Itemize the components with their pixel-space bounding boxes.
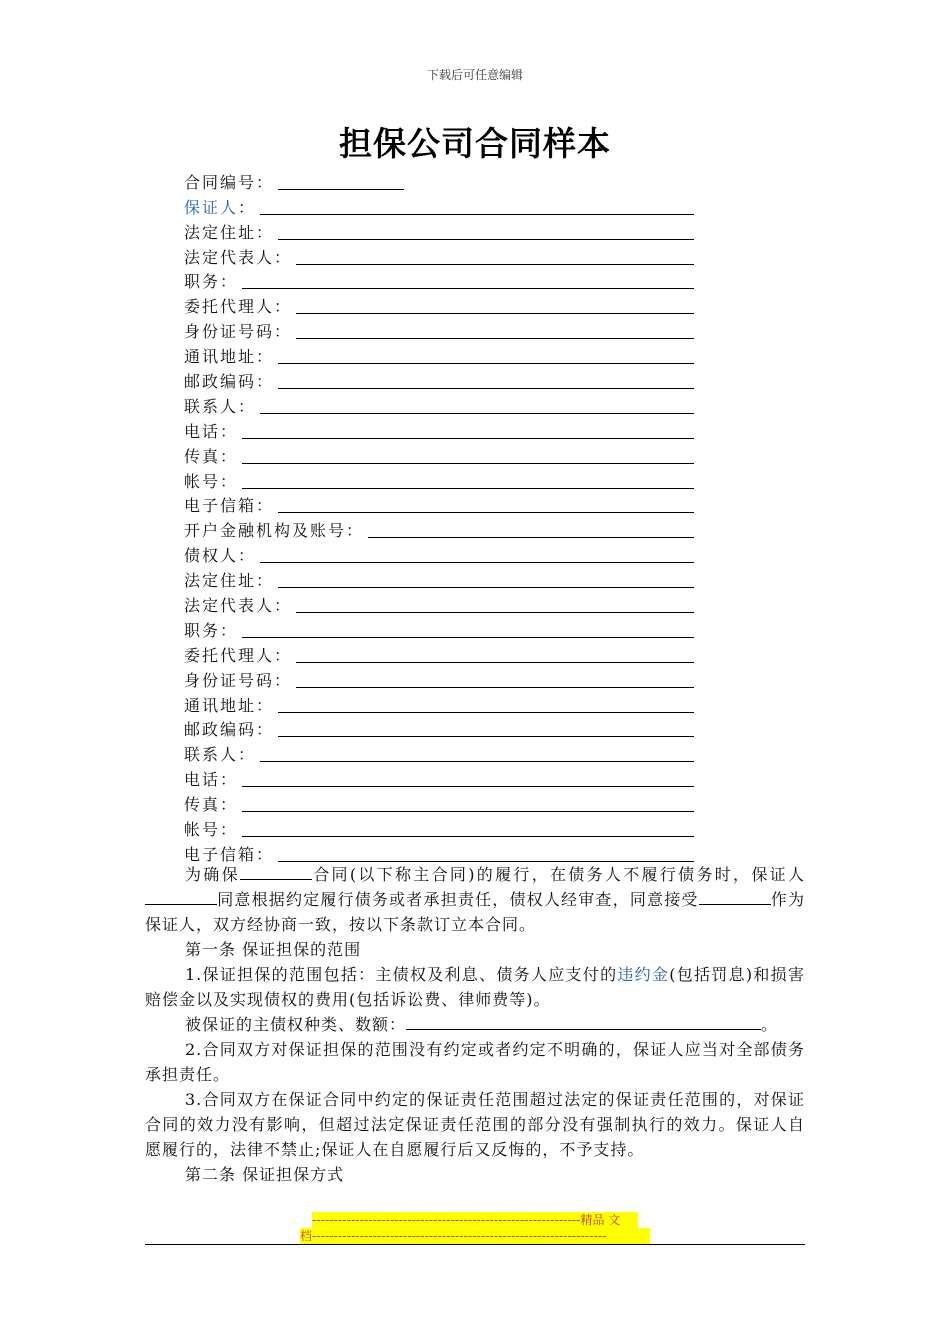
field-colon: ： xyxy=(238,197,257,217)
intro-text-4: 作为保证人，双方经协商一致，按以下条款订立本合同。 xyxy=(145,890,805,934)
field-colon: ： xyxy=(238,546,257,566)
field-label: 联系人 xyxy=(184,396,239,416)
field-blank[interactable] xyxy=(260,546,694,563)
field-colon: ： xyxy=(274,297,293,317)
field-row xyxy=(184,467,694,492)
field-label: 通讯地址 xyxy=(184,347,257,367)
field-label: 通讯地址 xyxy=(184,695,257,715)
field-colon: ： xyxy=(256,222,275,242)
field-blank[interactable] xyxy=(242,447,694,464)
field-row xyxy=(184,790,694,815)
field-blank[interactable] xyxy=(278,173,404,190)
field-colon: ： xyxy=(274,645,293,665)
field-colon: ： xyxy=(274,322,293,342)
field-blank[interactable] xyxy=(260,745,694,762)
article-1-heading: 第一条 保证担保的范围 xyxy=(185,940,362,959)
field-row xyxy=(184,641,694,666)
footer-rule xyxy=(145,1244,805,1245)
field-row xyxy=(184,292,694,317)
footer-row-2: 档-------------------------------------------------------------------- xyxy=(300,1228,650,1244)
field-blank[interactable] xyxy=(278,571,694,588)
field-colon: ： xyxy=(346,521,365,541)
penalty-link[interactable]: 违约金 xyxy=(617,965,670,984)
article-1-clause-1-sub xyxy=(145,1012,805,1037)
field-colon: ： xyxy=(220,770,239,790)
field-blank[interactable] xyxy=(242,422,694,439)
field-blank[interactable] xyxy=(242,770,694,787)
field-colon: ： xyxy=(238,745,257,765)
field-row xyxy=(184,243,694,268)
intro-paragraph xyxy=(145,862,805,937)
field-label: 电话 xyxy=(184,421,221,441)
field-label: 职务 xyxy=(184,272,221,292)
field-row xyxy=(184,666,694,691)
field-row xyxy=(184,815,694,840)
document-title: 担保公司合同样本 xyxy=(339,124,611,163)
field-colon: ： xyxy=(220,272,239,292)
clause-1-sub-end: 。 xyxy=(761,1015,779,1034)
article-2-heading: 第二条 保证担保方式 xyxy=(185,1165,345,1184)
intro-text-2: 合同(以下称主合同)的履行，在债务人不履行债务时，保证人 xyxy=(311,865,805,884)
field-row xyxy=(184,591,694,616)
article-1-clause-3: 3.合同双方在保证合同中约定的保证责任范围超过法定的保证责任范围的，对保证合同的效力没有影响，但超过法定保证责任范围的部分没有强制执行的效力。保证人自愿履行的，法律不禁止;保证人在自愿履行后又反悔的，不予支持。 xyxy=(145,1090,805,1159)
field-row xyxy=(184,492,694,517)
field-blank[interactable] xyxy=(242,472,694,489)
field-row xyxy=(184,367,694,392)
field-row xyxy=(184,442,694,467)
guarantor-blank[interactable] xyxy=(145,889,217,905)
field-blank[interactable] xyxy=(296,322,694,339)
field-blank[interactable] xyxy=(296,646,694,663)
field-row xyxy=(184,317,694,342)
field-row xyxy=(184,765,694,790)
field-colon: ： xyxy=(274,670,293,690)
field-colon: ： xyxy=(238,396,257,416)
main-contract-blank[interactable] xyxy=(240,864,312,880)
footer-row-1: --------------------------------------------------------------精品 文 xyxy=(312,1212,638,1228)
field-colon: ： xyxy=(256,372,275,392)
field-colon: ： xyxy=(256,571,275,591)
clause-1-text-b: (包括罚息)和损害赔偿金以及实现债权的费用(包括诉讼费、律师费等)。 xyxy=(145,965,805,1009)
header-note: 下载后可任意编辑 xyxy=(426,68,523,82)
field-label: 电话 xyxy=(184,770,221,790)
field-row xyxy=(184,417,694,442)
field-row xyxy=(184,691,694,716)
field-blank[interactable] xyxy=(296,248,694,265)
field-row xyxy=(184,193,694,218)
field-blank[interactable] xyxy=(278,496,694,513)
field-label: 身份证号码 xyxy=(184,322,275,342)
field-blank[interactable] xyxy=(278,845,694,862)
field-label: 法定代表人 xyxy=(184,596,275,616)
field-colon: ： xyxy=(256,720,275,740)
field-blank[interactable] xyxy=(260,397,694,414)
field-label: 电子信箱 xyxy=(184,844,257,864)
field-blank[interactable] xyxy=(278,347,694,364)
article-1-clause-2: 2.合同双方对保证担保的范围没有约定或者约定不明确的，保证人应当对全部债务承担责任。 xyxy=(145,1040,805,1084)
field-colon: ： xyxy=(274,596,293,616)
field-blank[interactable] xyxy=(278,696,694,713)
field-label: 身份证号码 xyxy=(184,670,275,690)
field-colon: ： xyxy=(256,844,275,864)
field-blank[interactable] xyxy=(242,795,694,812)
field-colon: ： xyxy=(220,471,239,491)
field-colon: ： xyxy=(256,496,275,516)
field-label: 电子信箱 xyxy=(184,496,257,516)
field-label: 传真 xyxy=(184,795,221,815)
field-row xyxy=(184,218,694,243)
field-blank[interactable] xyxy=(260,198,694,215)
field-label: 传真 xyxy=(184,446,221,466)
field-blank[interactable] xyxy=(278,372,694,389)
field-label: 帐号 xyxy=(184,471,221,491)
field-blank[interactable] xyxy=(278,223,694,240)
field-label: 委托代理人 xyxy=(184,297,275,317)
field-blank[interactable] xyxy=(242,820,694,837)
accepted-guarantor-blank[interactable] xyxy=(699,889,771,905)
field-colon: ： xyxy=(220,820,239,840)
field-colon: ： xyxy=(220,795,239,815)
contract-body xyxy=(145,862,805,1187)
footer-watermark xyxy=(300,1212,650,1244)
field-label: 法定代表人 xyxy=(184,247,275,267)
field-label: 法定住址 xyxy=(184,571,257,591)
field-row xyxy=(184,541,694,566)
article-1-clause-1 xyxy=(145,962,805,1012)
field-row xyxy=(184,268,694,293)
field-row xyxy=(184,342,694,367)
field-colon: ： xyxy=(220,620,239,640)
field-label: 债权人 xyxy=(184,546,239,566)
field-blank[interactable] xyxy=(278,720,694,737)
field-blank[interactable] xyxy=(296,596,694,613)
field-row xyxy=(184,616,694,641)
field-label[interactable]: 保证人 xyxy=(184,197,239,217)
field-label: 职务 xyxy=(184,620,221,640)
field-colon: ： xyxy=(220,446,239,466)
field-colon: ： xyxy=(274,247,293,267)
intro-text-1: 为确保 xyxy=(185,865,240,884)
field-row xyxy=(184,516,694,541)
field-label: 邮政编码 xyxy=(184,720,257,740)
field-colon: ： xyxy=(256,172,275,192)
intro-text-3: 同意根据约定履行债务或者承担责任，债权人经审查，同意接受 xyxy=(217,890,699,909)
field-row xyxy=(184,716,694,741)
field-colon: ： xyxy=(256,347,275,367)
field-colon: ： xyxy=(256,695,275,715)
field-blank[interactable] xyxy=(368,521,694,538)
field-colon: ： xyxy=(220,421,239,441)
field-label: 邮政编码 xyxy=(184,372,257,392)
field-blank[interactable] xyxy=(296,671,694,688)
field-row xyxy=(184,740,694,765)
field-blank[interactable] xyxy=(242,272,694,289)
field-label: 委托代理人 xyxy=(184,645,275,665)
principal-claim-blank[interactable] xyxy=(406,1014,761,1030)
field-row xyxy=(184,392,694,417)
field-row xyxy=(184,168,694,193)
field-row xyxy=(184,566,694,591)
field-blank[interactable] xyxy=(242,621,694,638)
field-label: 联系人 xyxy=(184,745,239,765)
clause-1-text-a: 1.保证担保的范围包括：主债权及利息、债务人应支付的 xyxy=(185,965,618,984)
field-label: 开户金融机构及账号 xyxy=(184,521,347,541)
field-blank[interactable] xyxy=(296,297,694,314)
field-label: 合同编号 xyxy=(184,172,257,192)
field-label: 法定住址 xyxy=(184,222,257,242)
clause-1-sub-label: 被保证的主债权种类、数额： xyxy=(185,1015,407,1034)
field-label: 帐号 xyxy=(184,820,221,840)
party-fields xyxy=(184,168,694,865)
